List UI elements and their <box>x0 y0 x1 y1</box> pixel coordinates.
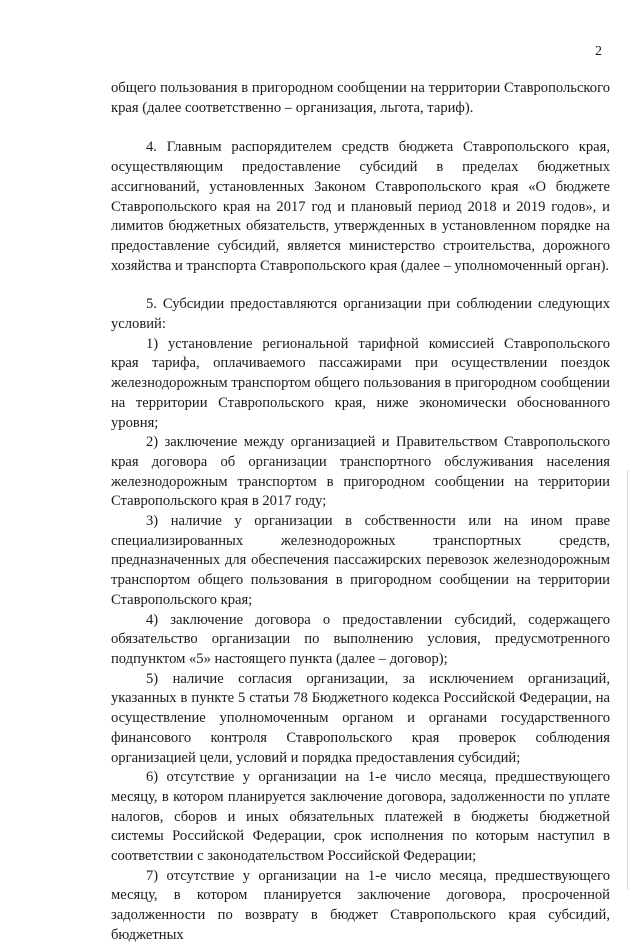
page-number: 2 <box>595 44 602 59</box>
document-body <box>111 79 610 946</box>
list-item-2: 2) заключение между организацией и Правительством Ставропольского края договора об организации транспортного обслуживания населения железнодорожным транспортом в пригородном сообщении на территории Ставропольского края в 2017 году; <box>111 434 610 510</box>
paragraph-continuation: общего пользования в пригородном сообщении на территории Ставропольского края (далее соответственно – организация, льгота, тариф). <box>111 80 610 116</box>
paragraph-5-intro: 5. Субсидии предоставляются организации при соблюдении следующих условий: <box>111 296 610 333</box>
list-item-4: 4) заключение договора о предоставлении субсидий, содержащего обязательство организации по выполнению условия, предусмотренного подпунктом «5» настоящего пункта (далее – договор); <box>111 611 610 667</box>
list-item-7: 7) отсутствие у организации на 1-е число месяца, предшествующего месяцу, в котором планируется заключение договора, просроченной задолженности по возврату в бюджет Ставропольского края субсидий, бюджетных <box>111 867 610 943</box>
list-item-1: 1) установление региональной тарифной комиссией Ставропольского края тарифа, оплачиваемого пассажирами при осуществлении поездок железнодорожным транспортом общего пользования в пригородном сообщении на территории Ставропольского края, ниже экономически обоснованного уровня; <box>111 335 610 431</box>
list-item-5: 5) наличие согласия организации, за исключением организаций, указанных в пункте 5 статьи 78 Бюджетного кодекса Российской Федерации, на осуществление уполномоченным органом и органами государственного финансового контроля Ставропольского края проверок соблюдения организацией цели, условий и порядка предоставления субсидий; <box>111 670 610 766</box>
scan-edge-line <box>627 470 628 890</box>
paragraph-4: 4. Главным распорядителем средств бюджета Ставропольского края, осуществляющим предоставление субсидий в пределах бюджетных ассигнований, установленных Законом Ставропольского края «О бюджете Ставропольского края на 2017 год и плановый период 2018 и 2019 годов», и лимитов бюджетных обязательств, утвержденных в установленном порядке на предоставление субсидий, является министерство строительства, дорожного хозяйства и транспорта Ставропольского края (далее – уполномоченный орган). <box>111 139 610 274</box>
list-item-6: 6) отсутствие у организации на 1-е число месяца, предшествующего месяцу, в котором планируется заключение договора, задолженности по уплате налогов, сборов и иных обязательных платежей в бюджеты бюджетной системы Российской Федерации, срок исполнения по которым наступил в соответствии с законодательством Российской Федерации; <box>111 769 610 865</box>
list-item-3: 3) наличие у организации в собственности или на ином праве специализированных железнодорожных транспортных средств, предназначенных для обеспечения пассажирских перевозок железнодорожным транспортом общего пользования в пригородном сообщении на территории Ставропольского края; <box>111 513 610 608</box>
